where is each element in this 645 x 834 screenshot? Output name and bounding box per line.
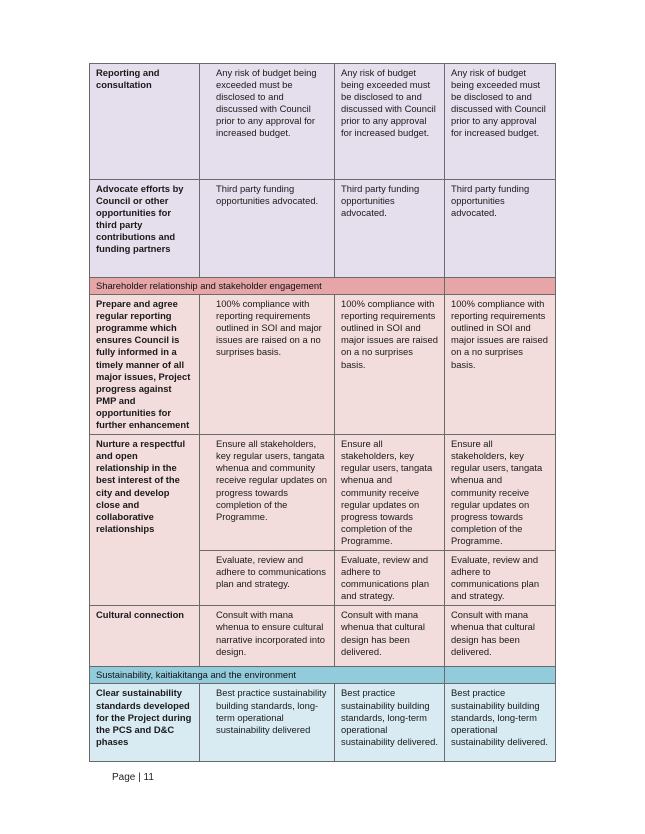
target-cell: Third party funding opportunities advocated.	[445, 180, 556, 278]
page-number: Page | 11	[112, 772, 154, 783]
target-cell: Consult with mana whenua that cultural design has been delivered.	[335, 606, 445, 667]
target-cell: Best practice sustainability building standards, long-term operational sustainability delivered.	[335, 684, 445, 762]
performance-measures-table	[89, 63, 556, 762]
target-cell: Any risk of budget being exceeded must be disclosed to and discussed with Council prior to any approval for increased budget.	[445, 64, 556, 180]
target-cell: 100% compliance with reporting requirements outlined in SOI and major issues are raised on a no surprises basis.	[200, 295, 335, 435]
target-cell: Any risk of budget being exceeded must be disclosed to and discussed with Council prior to any approval for increased budget.	[200, 64, 335, 180]
section-header-row	[90, 667, 556, 684]
objective-cell: Nurture a respectful and open relationship in the best interest of the city and develop close and collaborative relationships	[90, 435, 200, 606]
objective-cell: Advocate efforts by Council or other opportunities for third party contributions and funding partners	[90, 180, 200, 278]
table-row	[90, 295, 556, 435]
table-row	[90, 684, 556, 762]
section-header: Shareholder relationship and stakeholder engagement	[90, 278, 445, 295]
target-cell: Ensure all stakeholders, key regular users, tangata whenua and community receive regular updates on progress towards completion of the Programme.	[200, 435, 335, 551]
objective-cell: Prepare and agree regular reporting programme which ensures Council is fully informed in a timely manner of all major issues, Project progress against PMP and opportunities for further enhancement	[90, 295, 200, 435]
objective-cell: Clear sustainability standards developed for the Project during the PCS and D&C phases	[90, 684, 200, 762]
target-cell: Consult with mana whenua that cultural design has been delivered.	[445, 606, 556, 667]
table-row	[90, 606, 556, 667]
target-cell: Any risk of budget being exceeded must be disclosed to and discussed with Council prior to any approval for increased budget.	[335, 64, 445, 180]
target-cell: Evaluate, review and adhere to communications plan and strategy.	[335, 550, 445, 605]
target-cell: Evaluate, review and adhere to communications plan and strategy.	[445, 550, 556, 605]
target-cell: Best practice sustainability building standards, long-term operational sustainability delivered.	[445, 684, 556, 762]
section-header-blank	[445, 278, 556, 295]
objective-cell: Reporting and consultation	[90, 64, 200, 180]
target-cell: Ensure all stakeholders, key regular users, tangata whenua and community receive regular updates on progress towards completion of the Programme.	[335, 435, 445, 551]
section-header-row	[90, 278, 556, 295]
table-row	[90, 435, 556, 551]
objective-cell: Cultural connection	[90, 606, 200, 667]
target-cell: Evaluate, review and adhere to communications plan and strategy.	[200, 550, 335, 605]
target-cell: Consult with mana whenua to ensure cultural narrative incorporated into design.	[200, 606, 335, 667]
target-cell: 100% compliance with reporting requirements outlined in SOI and major issues are raised on a no surprises basis.	[335, 295, 445, 435]
target-cell: Third party funding opportunities advocated.	[200, 180, 335, 278]
table-row	[90, 180, 556, 278]
section-header-blank	[445, 667, 556, 684]
target-cell: Best practice sustainability building standards, long-term operational sustainability delivered	[200, 684, 335, 762]
target-cell: Third party funding opportunities advocated.	[335, 180, 445, 278]
target-cell: Ensure all stakeholders, key regular users, tangata whenua and community receive regular updates on progress towards completion of the Programme.	[445, 435, 556, 551]
section-header: Sustainability, kaitiakitanga and the environment	[90, 667, 445, 684]
table-row	[90, 64, 556, 180]
target-cell: 100% compliance with reporting requirements outlined in SOI and major issues are raised on a no surprises basis.	[445, 295, 556, 435]
